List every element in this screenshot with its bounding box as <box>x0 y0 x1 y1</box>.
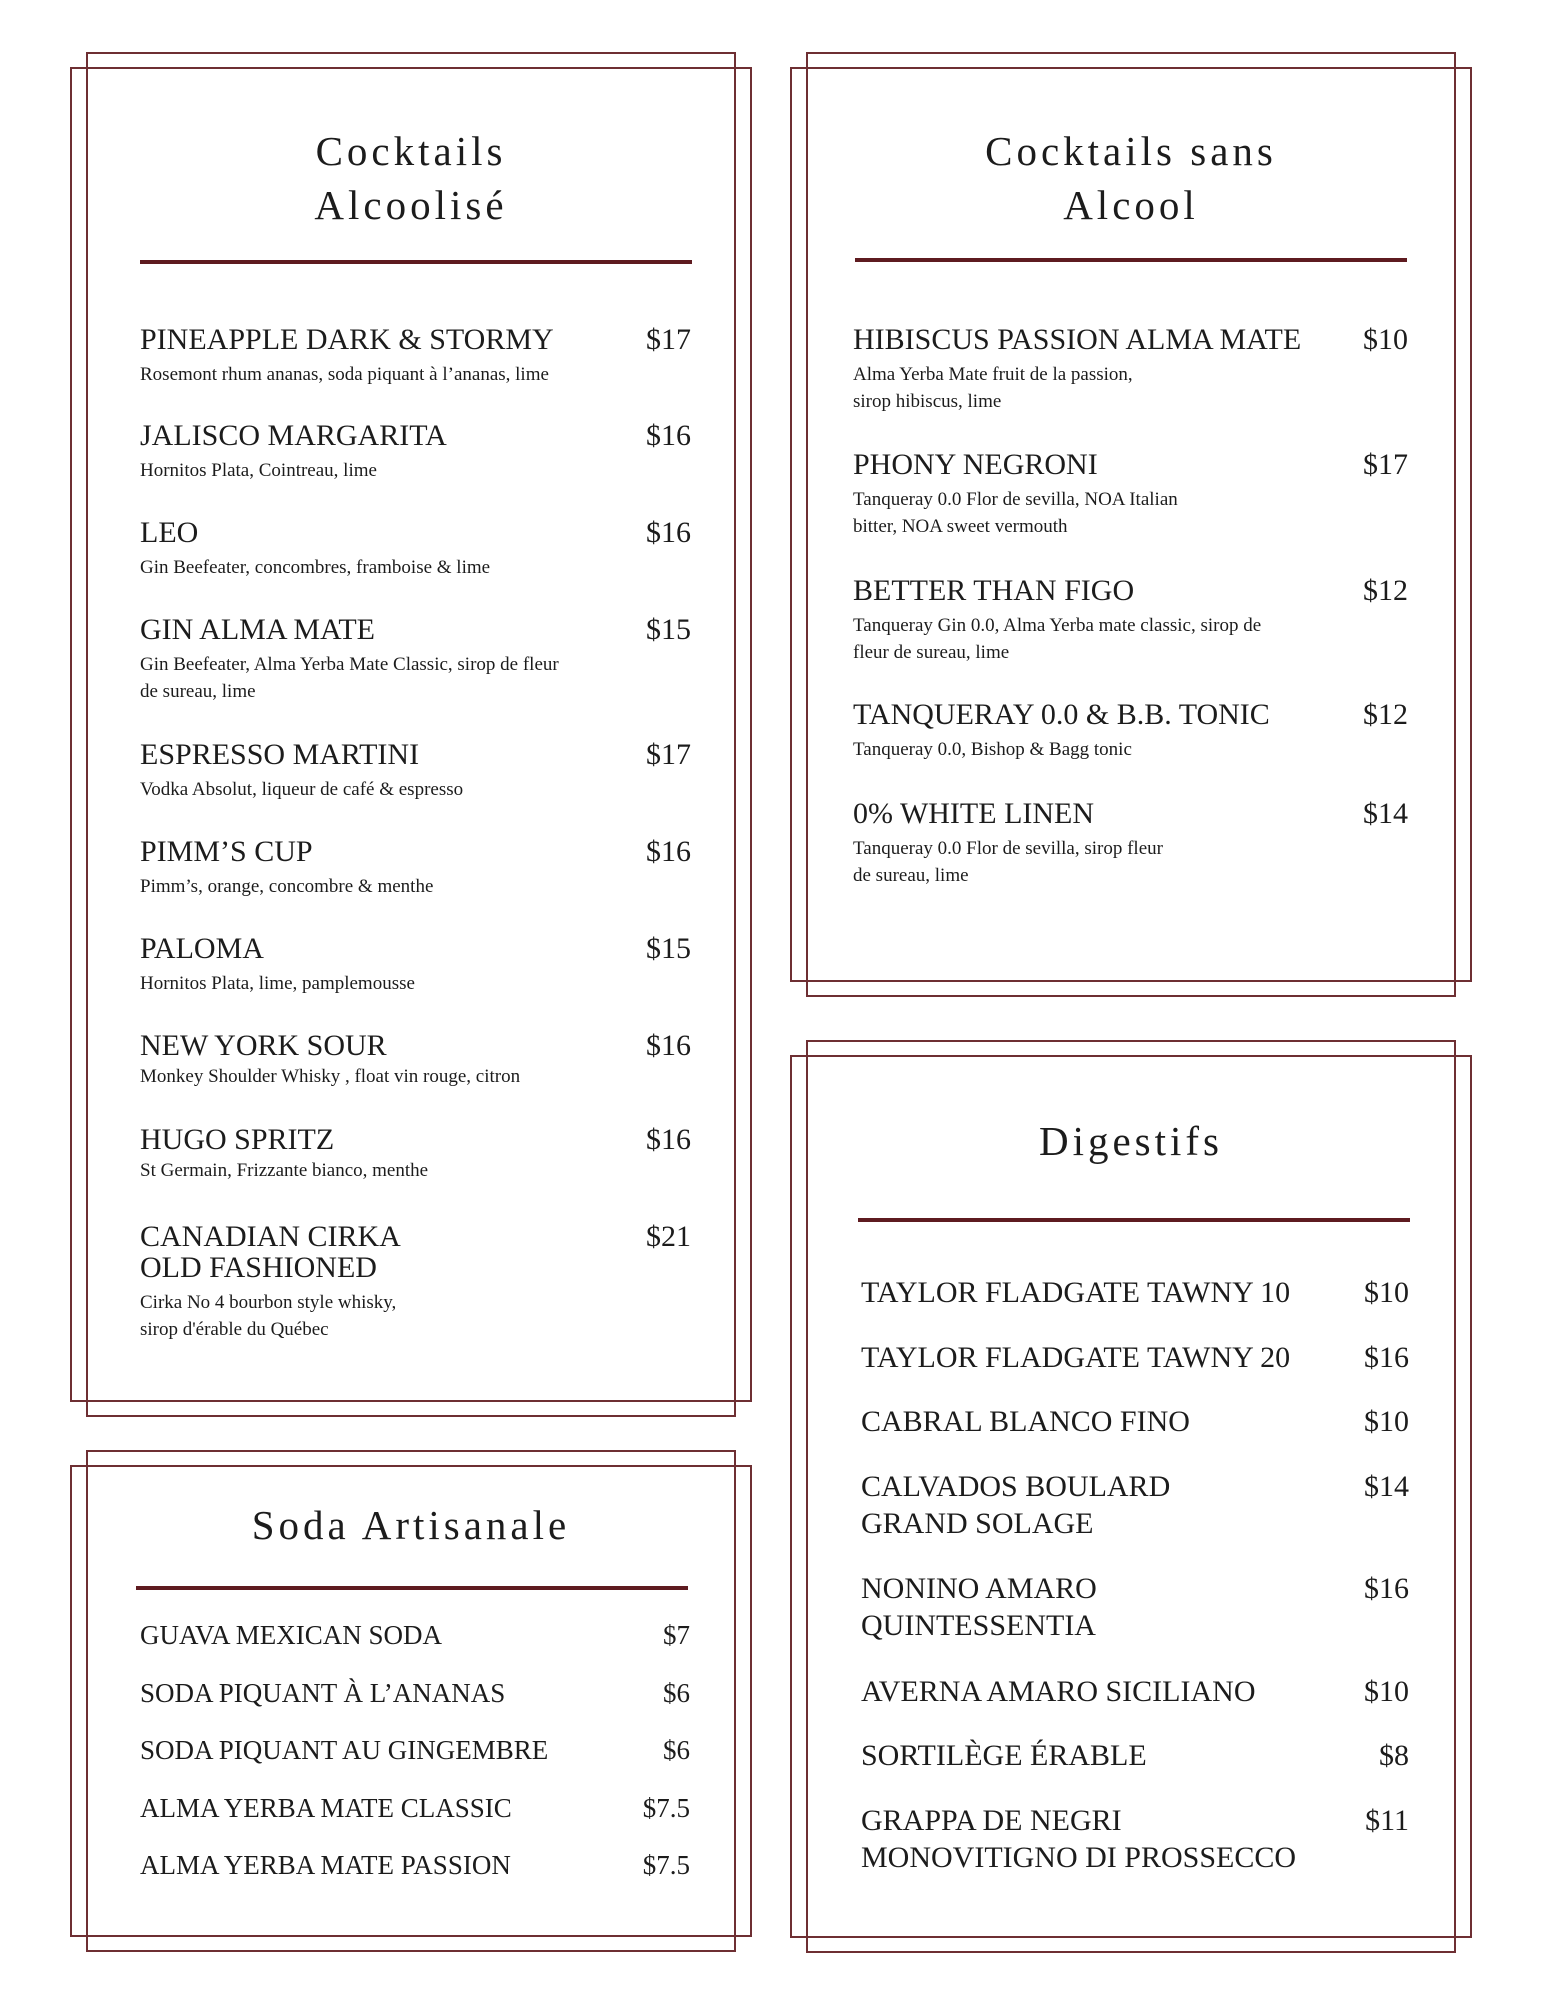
menu-item <box>861 1570 1409 1644</box>
item-description: St Germain, Frizzante bianco, menthe <box>140 1160 429 1181</box>
menu-item <box>861 1468 1409 1542</box>
item-name: ALMA YERBA MATE PASSION <box>140 1850 511 1880</box>
item-price: $12 <box>1363 698 1408 731</box>
panel-title <box>70 124 752 232</box>
menu-item <box>861 1673 1409 1710</box>
menu-item <box>140 324 691 388</box>
item-price: $12 <box>1363 574 1408 607</box>
item-price: $15 <box>646 613 691 646</box>
item-name: BETTER THAN FIGO <box>853 574 1135 607</box>
item-price: $14 <box>1364 1470 1409 1503</box>
item-name: HIBISCUS PASSION ALMA MATE <box>853 323 1302 356</box>
menu-item <box>140 1850 690 1880</box>
item-name: CANADIAN CIRKA OLD FASHIONED <box>140 1220 401 1284</box>
item-description: Tanqueray 0.0 Flor de sevilla, NOA Italian bitter, NOA sweet vermouth <box>853 489 1178 537</box>
item-price: $7.5 <box>642 1850 690 1880</box>
item-name: GIN ALMA MATE <box>140 613 376 646</box>
item-name: GRAPPA DE NEGRI MONOVITIGNO DI PROSSECCO <box>861 1804 1297 1874</box>
menu-item <box>861 1274 1409 1311</box>
item-name: 0% WHITE LINEN <box>853 797 1095 830</box>
title-line: Cocktails <box>315 128 507 174</box>
panel-title: Digestifs <box>1038 1118 1224 1164</box>
menu-item <box>861 1339 1409 1376</box>
item-price: $16 <box>646 419 691 452</box>
menu-item <box>140 517 691 581</box>
item-description: Rosemont rhum ananas, soda piquant à l’ananas, lime <box>140 364 549 385</box>
item-price: $16 <box>646 1123 691 1156</box>
item-name: ESPRESSO MARTINI <box>140 738 420 771</box>
menu-item <box>853 699 1408 763</box>
item-description: Cirka No 4 bourbon style whisky, sirop d'érable du Québec <box>140 1292 397 1340</box>
item-name: PALOMA <box>140 932 264 965</box>
menu-item <box>140 1620 690 1650</box>
item-name: CALVADOS BOULARD GRAND SOLAGE <box>861 1470 1171 1540</box>
item-description: Pimm’s, orange, concombre & menthe <box>140 876 434 897</box>
item-price: $17 <box>646 323 691 356</box>
menu-item <box>140 614 691 705</box>
panel-title <box>790 124 1472 232</box>
item-description: Hornitos Plata, lime, pamplemousse <box>140 973 415 994</box>
item-name: SODA PIQUANT AU GINGEMBRE <box>140 1735 549 1765</box>
menu-item <box>140 1793 690 1823</box>
title-divider <box>855 258 1407 262</box>
title-line: Alcoolisé <box>314 182 508 228</box>
item-name: SODA PIQUANT À L’ANANAS <box>140 1678 506 1708</box>
menu-item <box>140 420 691 484</box>
item-name: JALISCO MARGARITA <box>140 419 447 452</box>
menu-item <box>853 449 1408 540</box>
menu-item <box>861 1403 1409 1440</box>
panel-title: Soda Artisanale <box>251 1502 571 1548</box>
item-description: Tanqueray 0.0 Flor de sevilla, sirop fleur de sureau, lime <box>853 838 1163 886</box>
item-name: HUGO SPRITZ <box>140 1123 335 1156</box>
item-name: TAYLOR FLADGATE TAWNY 20 <box>861 1341 1291 1374</box>
menu-item <box>140 1678 690 1708</box>
item-price: $16 <box>646 516 691 549</box>
item-price: $16 <box>646 835 691 868</box>
item-name: CABRAL BLANCO FINO <box>861 1405 1190 1438</box>
title-line: Cocktails sans <box>985 128 1277 174</box>
title-line: Alcool <box>1063 182 1199 228</box>
item-price: $7 <box>663 1620 690 1650</box>
menu-item <box>853 575 1408 666</box>
item-price: $15 <box>646 932 691 965</box>
item-name: TANQUERAY 0.0 & B.B. TONIC <box>853 698 1270 731</box>
item-description: Alma Yerba Mate fruit de la passion, sirop hibiscus, lime <box>853 364 1133 412</box>
cocktails-sans-alcool-panel <box>790 52 1472 997</box>
title-divider <box>140 260 692 264</box>
item-description: Tanqueray 0.0, Bishop & Bagg tonic <box>853 739 1132 760</box>
item-price: $6 <box>663 1735 690 1765</box>
item-name: NEW YORK SOUR <box>140 1029 387 1062</box>
item-description: Tanqueray Gin 0.0, Alma Yerba mate classic, sirop de fleur de sureau, lime <box>853 615 1262 663</box>
item-price: $10 <box>1363 323 1408 356</box>
cocktails-alcoolise-panel <box>70 52 752 1417</box>
item-name: AVERNA AMARO SICILIANO <box>861 1675 1256 1708</box>
item-price: $7.5 <box>642 1793 690 1823</box>
item-price: $8 <box>1379 1739 1409 1772</box>
item-price: $16 <box>1364 1341 1409 1374</box>
item-price: $21 <box>646 1220 691 1253</box>
menu-item <box>853 324 1408 415</box>
menu-item <box>861 1802 1409 1876</box>
item-price: $6 <box>663 1678 690 1708</box>
item-description: Monkey Shoulder Whisky , float vin rouge, citron <box>140 1066 521 1087</box>
item-price: $10 <box>1364 1675 1409 1708</box>
item-price: $10 <box>1364 1405 1409 1438</box>
item-description: Hornitos Plata, Cointreau, lime <box>140 460 377 481</box>
item-name: ALMA YERBA MATE CLASSIC <box>140 1793 512 1823</box>
title-divider <box>136 1586 688 1590</box>
menu-item <box>140 1030 691 1090</box>
item-name: NONINO AMARO QUINTESSENTIA <box>861 1572 1097 1642</box>
item-name: LEO <box>140 516 199 549</box>
menu-item <box>140 739 691 803</box>
menu-item <box>140 933 691 997</box>
item-price: $11 <box>1365 1804 1409 1837</box>
digestifs-panel <box>790 1040 1472 1953</box>
item-price: $17 <box>646 738 691 771</box>
item-name: PINEAPPLE DARK & STORMY <box>140 323 554 356</box>
item-description: Gin Beefeater, Alma Yerba Mate Classic, sirop de fleur de sureau, lime <box>140 654 559 702</box>
menu-item <box>140 1124 691 1184</box>
item-price: $16 <box>646 1029 691 1062</box>
item-name: TAYLOR FLADGATE TAWNY 10 <box>861 1276 1291 1309</box>
item-name: PHONY NEGRONI <box>853 448 1098 481</box>
item-name: PIMM’S CUP <box>140 835 313 868</box>
menu-item <box>140 1221 691 1343</box>
item-price: $10 <box>1364 1276 1409 1309</box>
title-divider <box>858 1218 1410 1222</box>
item-name: GUAVA MEXICAN SODA <box>140 1620 443 1650</box>
item-name: SORTILÈGE ÉRABLE <box>861 1739 1147 1772</box>
menu-item <box>140 1735 690 1765</box>
item-price: $16 <box>1364 1572 1409 1605</box>
menu-item <box>861 1737 1409 1774</box>
item-description: Vodka Absolut, liqueur de café & espresso <box>140 779 464 800</box>
item-price: $14 <box>1363 797 1408 830</box>
item-description: Gin Beefeater, concombres, framboise & lime <box>140 557 491 578</box>
soda-artisanale-panel <box>70 1450 752 1952</box>
item-price: $17 <box>1363 448 1408 481</box>
menu-item <box>140 836 691 900</box>
menu-item <box>853 798 1408 889</box>
